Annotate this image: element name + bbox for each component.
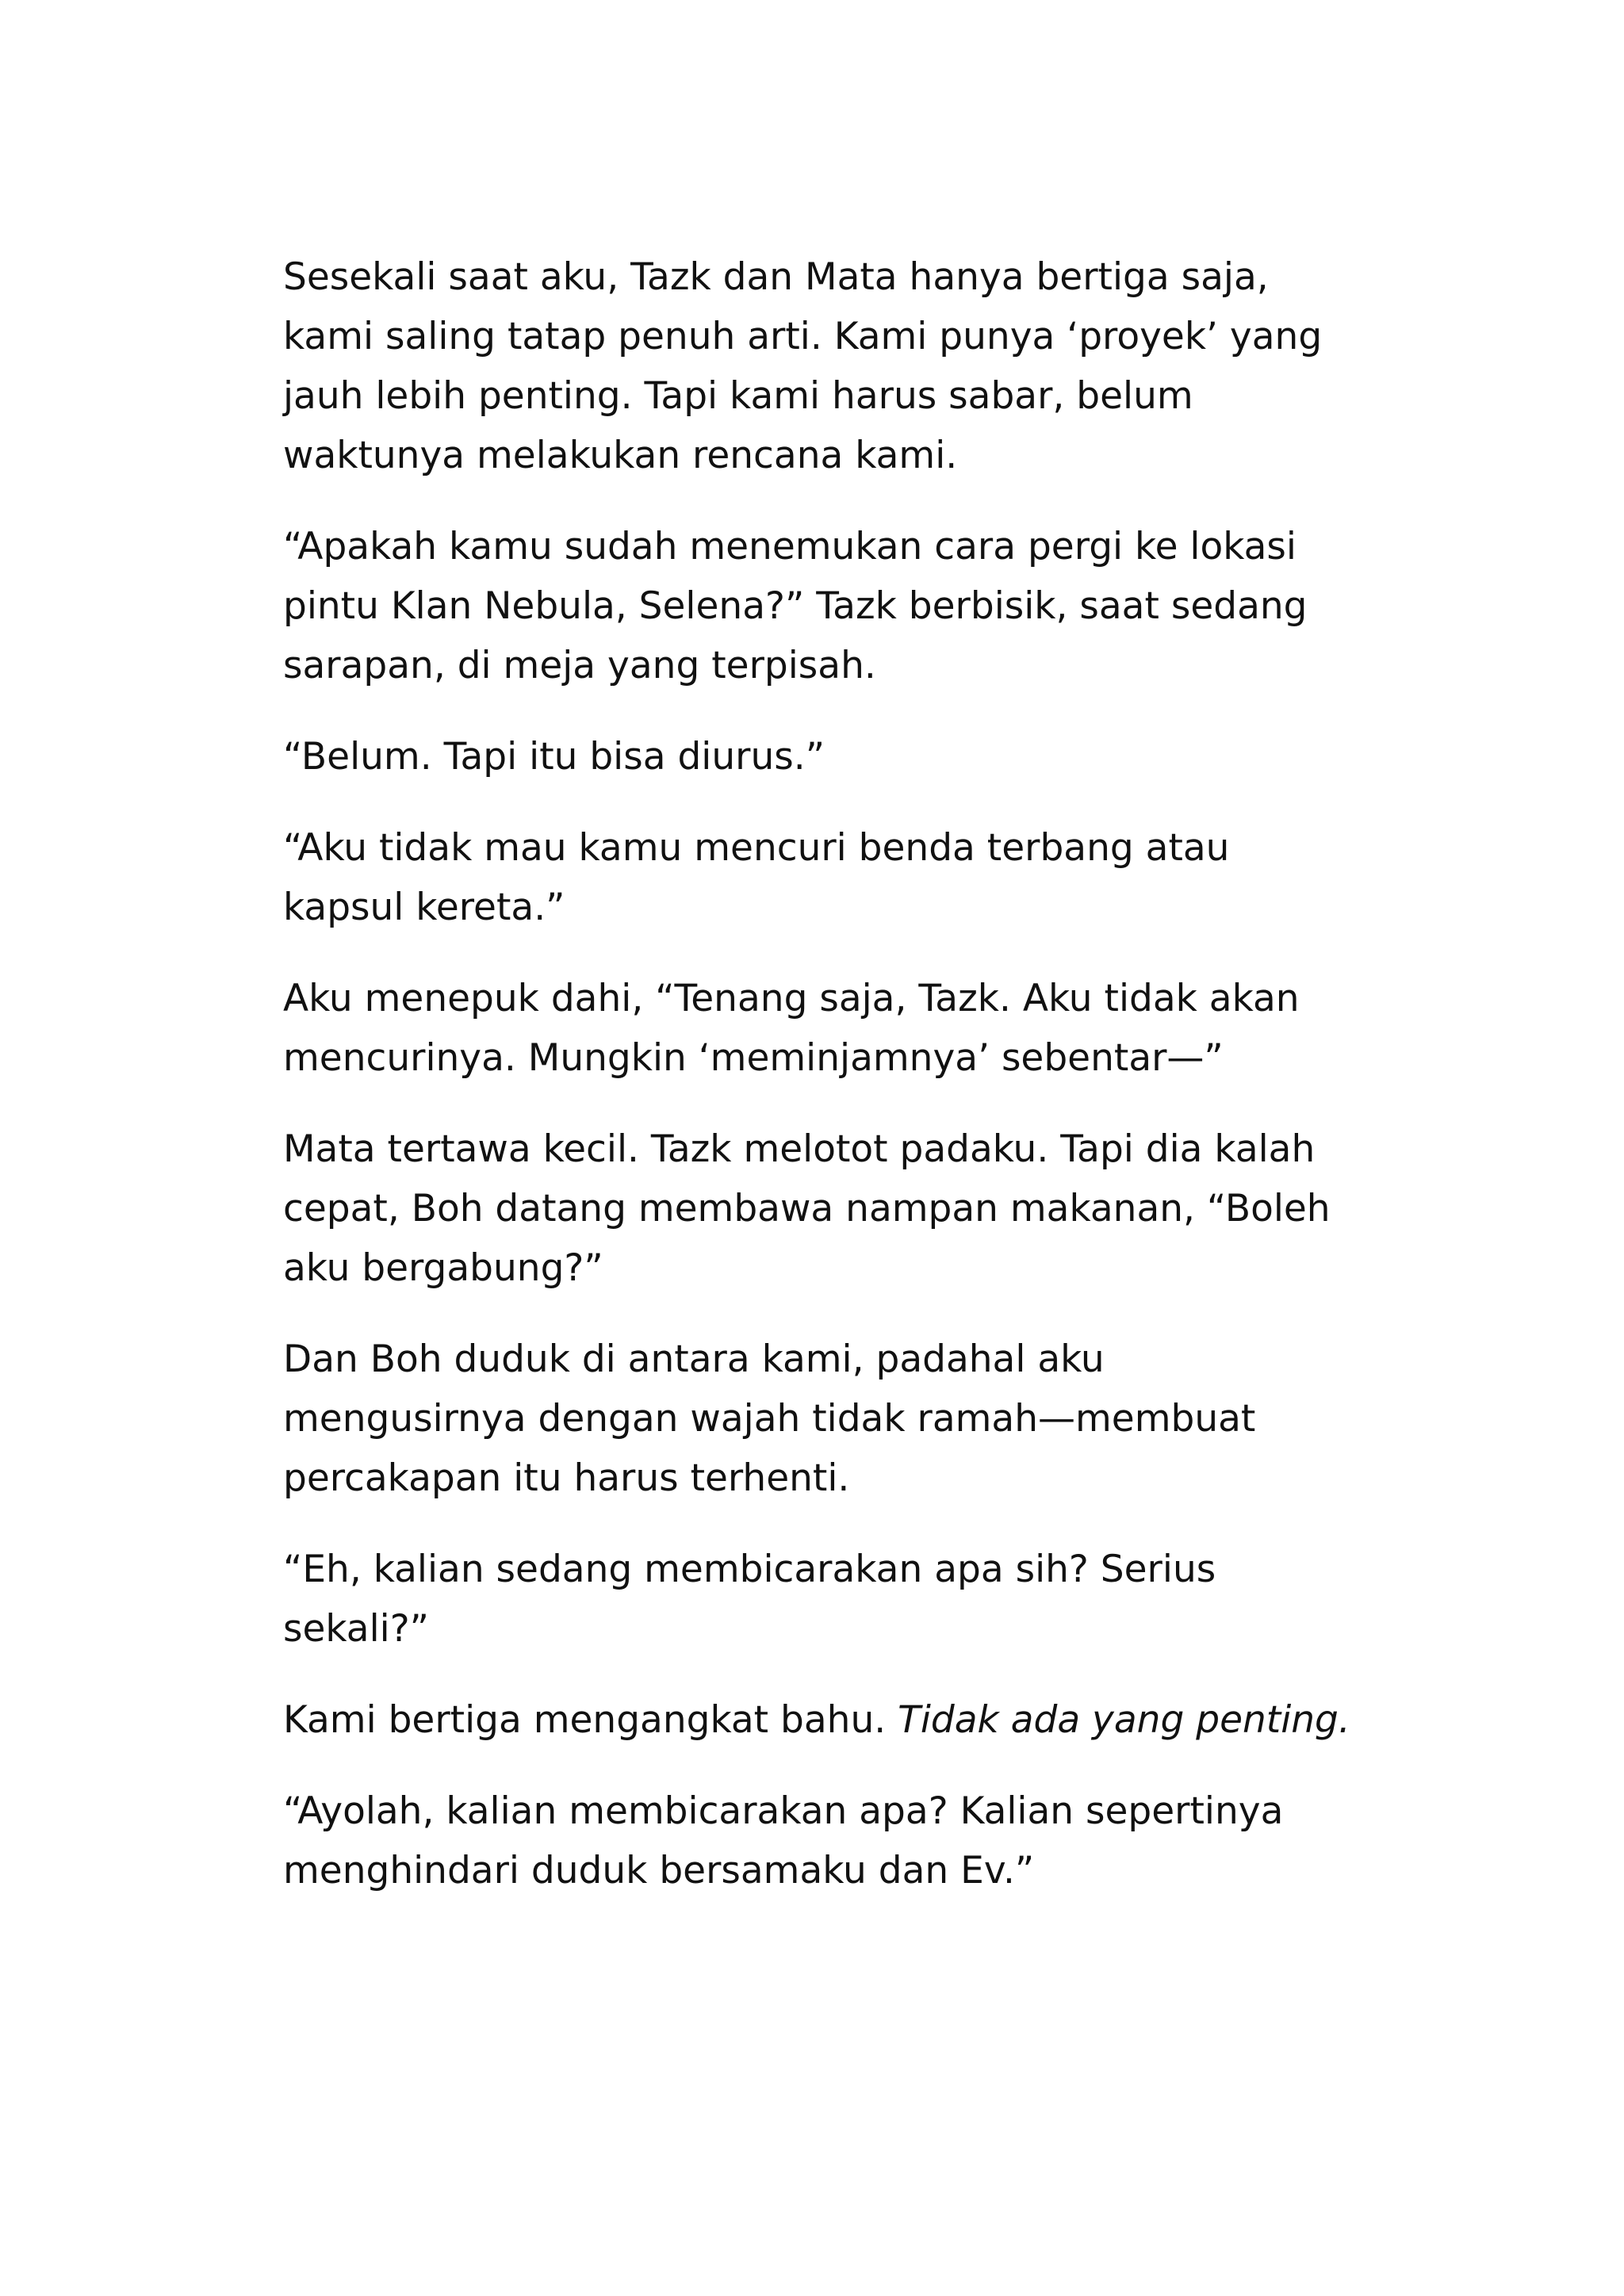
- paragraph-5: [283, 969, 1425, 1088]
- paragraph-9: [283, 1690, 1425, 1750]
- text-line: “Belum. Tapi itu bisa diurus.”: [283, 735, 825, 779]
- text-line: jauh lebih penting. Tapi kami harus sabar, belum: [283, 374, 1193, 418]
- paragraph-6: [283, 1119, 1425, 1298]
- paragraph-7: [283, 1330, 1425, 1508]
- text-line: sarapan, di meja yang terpisah.: [283, 644, 876, 687]
- text-line: “Apakah kamu sudah menemukan cara pergi ke lokasi: [283, 525, 1297, 568]
- text-line: cepat, Boh datang membawa nampan makanan, “Boleh: [283, 1187, 1331, 1230]
- text-line: Dan Boh duduk di antara kami, padahal aku: [283, 1337, 1105, 1381]
- text-line: percakapan itu harus terhenti.: [283, 1456, 850, 1500]
- italic-thought: Tidak ada yang penting.: [898, 1698, 1350, 1742]
- text-line: “Eh, kalian sedang membicarakan apa sih? Serius: [283, 1548, 1216, 1591]
- text-line-mixed: [283, 1690, 1425, 1750]
- text-line: menghindari duduk bersamaku dan Ev.”: [283, 1849, 1035, 1892]
- paragraph-2: [283, 517, 1425, 695]
- text-line: kami saling tatap penuh arti. Kami punya ‘proyek’ yang: [283, 315, 1323, 358]
- text-line: aku bergabung?”: [283, 1246, 603, 1290]
- paragraph-4: [283, 818, 1425, 937]
- text-line: “Aku tidak mau kamu mencuri benda terbang atau: [283, 826, 1230, 870]
- text-line: kapsul kereta.”: [283, 886, 565, 929]
- paragraph-8: [283, 1540, 1425, 1659]
- text-line: “Ayolah, kalian membicarakan apa? Kalian sepertinya: [283, 1789, 1284, 1833]
- paragraph-10: [283, 1781, 1425, 1900]
- text-line: Aku menepuk dahi, “Tenang saja, Tazk. Aku tidak akan: [283, 977, 1300, 1020]
- body-text: [283, 247, 1425, 1932]
- text-line: waktunya melakukan rencana kami.: [283, 434, 958, 477]
- lead-text: Kami bertiga mengangkat bahu.: [283, 1698, 898, 1742]
- text-line: pintu Klan Nebula, Selena?” Tazk berbisik, saat sedang: [283, 584, 1308, 628]
- text-line: Sesekali saat aku, Tazk dan Mata hanya bertiga saja,: [283, 255, 1269, 299]
- text-line: mengusirnya dengan wajah tidak ramah—membuat: [283, 1397, 1256, 1441]
- text-line: sekali?”: [283, 1607, 430, 1651]
- paragraph-1: [283, 247, 1425, 485]
- paragraph-3: [283, 727, 1425, 786]
- text-line: Mata tertawa kecil. Tazk melotot padaku. Tapi dia kalah: [283, 1127, 1316, 1171]
- text-line: mencurinya. Mungkin ‘meminjamnya’ sebentar—”: [283, 1036, 1224, 1080]
